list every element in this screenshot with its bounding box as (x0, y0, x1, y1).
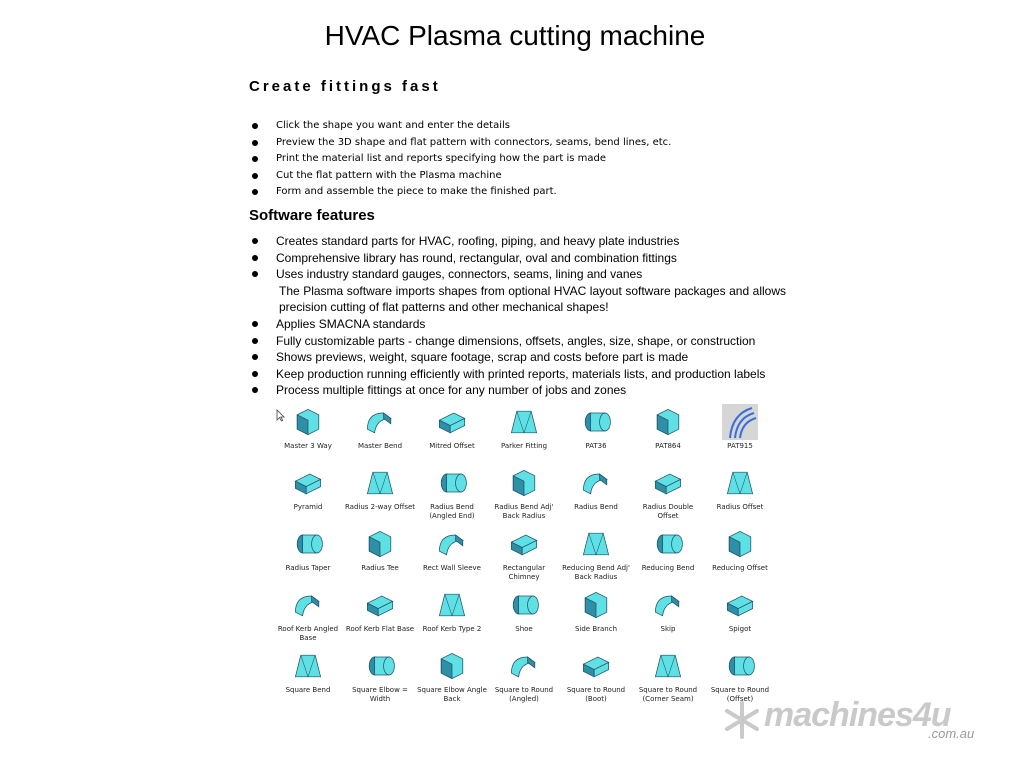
feature-item (276, 283, 786, 316)
fitting-thumbnail-icon (362, 465, 398, 501)
fitting-item[interactable] (272, 526, 344, 587)
fitting-item[interactable] (488, 404, 560, 465)
fitting-item[interactable] (416, 648, 488, 709)
bullet-icon (252, 338, 258, 344)
bullet-icon (252, 173, 258, 179)
fitting-item[interactable] (632, 648, 704, 709)
step-item (276, 118, 671, 135)
fitting-thumbnail-icon (434, 648, 470, 684)
fitting-thumbnail-icon (290, 526, 326, 562)
fitting-thumbnail-icon (362, 648, 398, 684)
logo-wordmark: machines4u (764, 696, 951, 734)
bullet-icon (252, 156, 258, 162)
step-text: Click the shape you want and enter the details (276, 120, 510, 131)
fitting-label: PAT36 (585, 442, 607, 450)
bullet-icon (252, 189, 258, 195)
feature-text: Uses industry standard gauges, connectors, seams, lining and vanes (276, 267, 643, 282)
feature-text: Shows previews, weight, square footage, scrap and costs before part is made (276, 350, 689, 365)
fitting-label: Reducing Bend Adj' Back Radius (562, 564, 630, 581)
fitting-label: Roof Kerb Angled Base (277, 625, 339, 642)
fitting-item[interactable] (488, 465, 560, 526)
fitting-item[interactable] (416, 404, 488, 465)
fitting-thumbnail-icon (434, 526, 470, 562)
fittings-gallery (272, 404, 776, 709)
fitting-thumbnail-icon (290, 404, 326, 440)
fitting-item[interactable] (272, 404, 344, 465)
fitting-item[interactable] (560, 648, 632, 709)
page-title: HVAC Plasma cutting machine (324, 20, 706, 51)
fitting-item[interactable] (272, 587, 344, 648)
fitting-item[interactable] (704, 465, 776, 526)
fitting-label: Parker Fitting (500, 442, 548, 450)
step-item (276, 184, 671, 201)
fitting-label: Square Elbow Angle Back (417, 686, 487, 703)
fitting-item[interactable] (560, 404, 632, 465)
bullet-icon (252, 387, 258, 393)
fitting-item[interactable] (488, 526, 560, 587)
fitting-thumbnail-icon (362, 404, 398, 440)
fitting-thumbnail-icon (650, 526, 686, 562)
fitting-thumbnail-icon (434, 465, 470, 501)
fitting-item[interactable] (704, 526, 776, 587)
fitting-item[interactable] (344, 587, 416, 648)
fitting-label: Radius Bend (574, 503, 618, 511)
fitting-label: Square to Round (Boot) (566, 686, 626, 703)
fitting-item[interactable] (704, 404, 776, 465)
fitting-label: Square Bend (285, 686, 331, 694)
fitting-item[interactable] (632, 404, 704, 465)
fitting-label: Roof Kerb Flat Base (345, 625, 415, 633)
bullet-icon (252, 354, 258, 360)
fitting-thumbnail-icon (722, 526, 758, 562)
fitting-label: Radius 2-way Offset (344, 503, 416, 511)
bullet-icon (252, 140, 258, 146)
fitting-label: Master Bend (357, 442, 403, 450)
feature-text: Comprehensive library has round, rectangular, oval and combination fittings (276, 250, 677, 265)
bullet-icon (252, 321, 258, 327)
fitting-thumbnail-icon (578, 587, 614, 623)
logo-domain: .com.au (928, 726, 975, 741)
fitting-thumbnail-icon (290, 465, 326, 501)
fitting-thumbnail-icon (362, 526, 398, 562)
feature-text: Creates standard parts for HVAC, roofing, piping, and heavy plate industries (276, 234, 680, 248)
feature-item (276, 349, 786, 366)
fitting-item[interactable] (416, 587, 488, 648)
feature-text: The Plasma software imports shapes from optional HVAC layout software packages and allows precision cutting of flat patterns and other mechanical shapes! (279, 283, 786, 315)
fitting-item[interactable] (488, 587, 560, 648)
fitting-thumbnail-icon (650, 404, 686, 440)
fitting-thumbnail-icon (722, 404, 758, 440)
step-item (276, 151, 671, 168)
fitting-label: Square to Round (Angled) (494, 686, 554, 703)
bullet-icon (252, 238, 258, 244)
bullet-icon (252, 371, 258, 377)
fitting-thumbnail-icon (578, 465, 614, 501)
fitting-label: Rectangular Chimney (502, 564, 546, 581)
fitting-thumbnail-icon (650, 587, 686, 623)
step-item (276, 168, 671, 185)
fitting-label: PAT864 (655, 442, 681, 450)
fitting-label: Mitred Offset (429, 442, 475, 450)
feature-item (276, 266, 786, 283)
steps-list (276, 118, 671, 201)
fitting-label: Square to Round (Corner Seam) (638, 686, 698, 703)
feature-item (276, 382, 786, 399)
fitting-item[interactable] (344, 648, 416, 709)
fitting-label: Radius Taper (285, 564, 331, 572)
fitting-item[interactable] (272, 465, 344, 526)
feature-text: Applies SMACNA standards (276, 316, 426, 331)
feature-text: Keep production running efficiently with printed reports, materials lists, and production labels (276, 366, 766, 381)
fitting-label: Shoe (515, 625, 533, 633)
fitting-item[interactable] (632, 526, 704, 587)
fitting-thumbnail-icon (506, 648, 542, 684)
feature-item (276, 250, 786, 267)
fitting-thumbnail-icon (434, 587, 470, 623)
fitting-label: Square to Round (Offset) (710, 686, 770, 703)
feature-item (276, 316, 786, 333)
bullet-icon (252, 123, 258, 129)
fitting-item[interactable] (704, 587, 776, 648)
features-list (276, 233, 786, 399)
fitting-thumbnail-icon (434, 404, 470, 440)
create-heading: Create fittings fast (249, 78, 441, 95)
fitting-label: Pyramid (293, 503, 323, 511)
fitting-label: Radius Double Offset (642, 503, 694, 520)
fitting-thumbnail-icon (506, 465, 542, 501)
bullet-icon (252, 255, 258, 261)
bullet-icon (252, 271, 258, 277)
fitting-item[interactable] (272, 648, 344, 709)
fitting-label: Skip (660, 625, 676, 633)
fitting-thumbnail-icon (650, 648, 686, 684)
step-text: Preview the 3D shape and flat pattern with connectors, seams, bend lines, etc. (276, 136, 672, 148)
fitting-thumbnail-icon (722, 465, 758, 501)
feature-item (276, 366, 786, 383)
fitting-thumbnail-icon (362, 587, 398, 623)
feature-item (276, 333, 786, 350)
fitting-thumbnail-icon (578, 526, 614, 562)
fitting-label: Master 3 Way (284, 442, 332, 450)
fitting-label: Spigot (728, 625, 752, 633)
machines4u-logo (722, 696, 992, 744)
fitting-item[interactable] (344, 526, 416, 587)
fitting-thumbnail-icon (506, 587, 542, 623)
fitting-label: Rect Wall Sleeve (422, 564, 481, 572)
fitting-thumbnail-icon (578, 404, 614, 440)
step-text: Print the material list and reports specifying how the part is made (276, 153, 606, 164)
fitting-item[interactable] (560, 465, 632, 526)
fitting-item[interactable] (560, 587, 632, 648)
fitting-label: Reducing Offset (712, 564, 768, 572)
feature-text: Process multiple fittings at once for any number of jobs and zones (276, 383, 627, 398)
features-heading: Software features (249, 207, 375, 224)
fitting-thumbnail-icon (578, 648, 614, 684)
fitting-item[interactable] (344, 465, 416, 526)
fitting-item[interactable] (416, 465, 488, 526)
fitting-thumbnail-icon (722, 648, 758, 684)
fitting-item[interactable] (344, 404, 416, 465)
fitting-label: Radius Bend (Angled End) (429, 503, 475, 520)
step-text: Form and assemble the piece to make the finished part. (276, 186, 557, 197)
fitting-label: Radius Tee (361, 564, 399, 572)
fitting-label: PAT915 (727, 442, 753, 450)
fitting-thumbnail-icon (506, 404, 542, 440)
feature-text: Fully customizable parts - change dimensions, offsets, angles, size, shape, or construction (276, 333, 756, 348)
fitting-thumbnail-icon (290, 648, 326, 684)
fitting-label: Roof Kerb Type 2 (422, 625, 482, 633)
fitting-thumbnail-icon (290, 587, 326, 623)
fitting-label: Radius Bend Adj' Back Radius (494, 503, 554, 520)
fitting-item[interactable] (560, 526, 632, 587)
fitting-label: Radius Offset (716, 503, 764, 511)
fitting-thumbnail-icon (506, 526, 542, 562)
step-text: Cut the flat pattern with the Plasma machine (276, 169, 502, 181)
fitting-label: Square Elbow = Width (352, 686, 408, 703)
snowflake-logo-icon (722, 700, 762, 740)
fitting-label: Side Branch (574, 625, 618, 633)
fitting-item[interactable] (416, 526, 488, 587)
fitting-thumbnail-icon (650, 465, 686, 501)
step-item (276, 135, 671, 152)
fitting-item[interactable] (632, 465, 704, 526)
fitting-thumbnail-icon (722, 587, 758, 623)
fitting-item[interactable] (488, 648, 560, 709)
feature-item (276, 233, 786, 250)
fitting-item[interactable] (632, 587, 704, 648)
fitting-label: Reducing Bend (641, 564, 695, 572)
